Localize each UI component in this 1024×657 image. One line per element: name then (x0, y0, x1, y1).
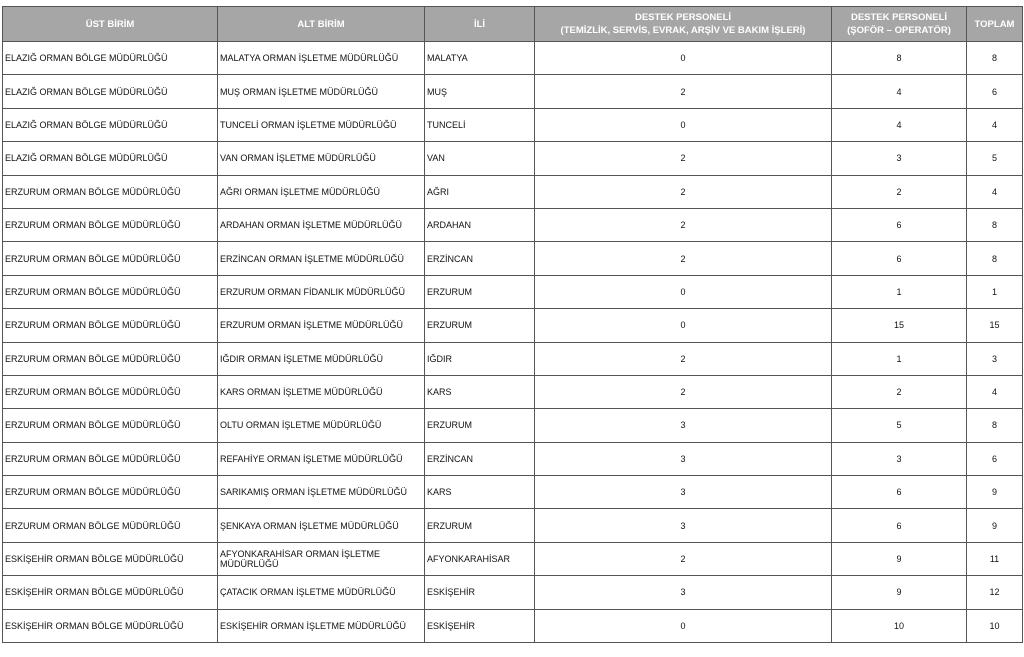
cell-ust-birim: ELAZIĞ ORMAN BÖLGE MÜDÜRLÜĞÜ (3, 75, 218, 108)
cell-destek-temizlik: 3 (535, 509, 832, 542)
cell-toplam: 6 (967, 442, 1023, 475)
header-ili: İLİ (425, 7, 535, 42)
cell-alt-birim: KARS ORMAN İŞLETME MÜDÜRLÜĞÜ (218, 375, 425, 408)
header-alt-birim: ALT BİRİM (218, 7, 425, 42)
cell-alt-birim: OLTU ORMAN İŞLETME MÜDÜRLÜĞÜ (218, 409, 425, 442)
cell-ust-birim: ERZURUM ORMAN BÖLGE MÜDÜRLÜĞÜ (3, 476, 218, 509)
cell-destek-temizlik: 3 (535, 409, 832, 442)
cell-destek-sofor: 1 (832, 342, 967, 375)
table-row (3, 375, 1023, 408)
cell-ili: VAN (425, 142, 535, 175)
cell-toplam: 8 (967, 242, 1023, 275)
table-row (3, 442, 1023, 475)
cell-ust-birim: ELAZIĞ ORMAN BÖLGE MÜDÜRLÜĞÜ (3, 42, 218, 75)
cell-toplam: 8 (967, 208, 1023, 241)
table-row (3, 142, 1023, 175)
table-row (3, 309, 1023, 342)
cell-alt-birim: TUNCELİ ORMAN İŞLETME MÜDÜRLÜĞÜ (218, 108, 425, 141)
cell-ili: ERZURUM (425, 409, 535, 442)
cell-ili: MALATYA (425, 42, 535, 75)
cell-toplam: 1 (967, 275, 1023, 308)
cell-toplam: 12 (967, 576, 1023, 609)
cell-destek-sofor: 15 (832, 309, 967, 342)
cell-destek-temizlik: 0 (535, 609, 832, 642)
cell-ust-birim: ERZURUM ORMAN BÖLGE MÜDÜRLÜĞÜ (3, 442, 218, 475)
header-ust-birim: ÜST BİRİM (3, 7, 218, 42)
cell-destek-temizlik: 0 (535, 309, 832, 342)
table-row (3, 108, 1023, 141)
cell-ili: ARDAHAN (425, 208, 535, 241)
cell-ust-birim: ESKİŞEHİR ORMAN BÖLGE MÜDÜRLÜĞÜ (3, 609, 218, 642)
cell-ust-birim: ERZURUM ORMAN BÖLGE MÜDÜRLÜĞÜ (3, 509, 218, 542)
cell-ili: ESKİŞEHİR (425, 576, 535, 609)
cell-alt-birim: ERZİNCAN ORMAN İŞLETME MÜDÜRLÜĞÜ (218, 242, 425, 275)
cell-destek-sofor: 1 (832, 275, 967, 308)
cell-alt-birim: IĞDIR ORMAN İŞLETME MÜDÜRLÜĞÜ (218, 342, 425, 375)
cell-destek-sofor: 3 (832, 442, 967, 475)
table-row (3, 75, 1023, 108)
cell-alt-birim: ŞENKAYA ORMAN İŞLETME MÜDÜRLÜĞÜ (218, 509, 425, 542)
table-row (3, 275, 1023, 308)
header-destek-temizlik: DESTEK PERSONELİ (TEMİZLİK, SERVİS, EVRAK, ARŞİV VE BAKIM İŞLERİ) (535, 7, 832, 42)
cell-alt-birim: AĞRI ORMAN İŞLETME MÜDÜRLÜĞÜ (218, 175, 425, 208)
cell-toplam: 8 (967, 409, 1023, 442)
cell-toplam: 15 (967, 309, 1023, 342)
cell-destek-sofor: 10 (832, 609, 967, 642)
cell-ili: AFYONKARAHİSAR (425, 542, 535, 575)
cell-ili: TUNCELİ (425, 108, 535, 141)
cell-alt-birim: ERZURUM ORMAN FİDANLIK MÜDÜRLÜĞÜ (218, 275, 425, 308)
cell-ust-birim: ELAZIĞ ORMAN BÖLGE MÜDÜRLÜĞÜ (3, 108, 218, 141)
cell-toplam: 4 (967, 375, 1023, 408)
cell-toplam: 4 (967, 108, 1023, 141)
header-destek-sofor: DESTEK PERSONELİ (ŞOFÖR – OPERATÖR) (832, 7, 967, 42)
cell-ust-birim: ELAZIĞ ORMAN BÖLGE MÜDÜRLÜĞÜ (3, 142, 218, 175)
cell-ili: MUŞ (425, 75, 535, 108)
cell-alt-birim: AFYONKARAHİSAR ORMAN İŞLETME MÜDÜRLÜĞÜ (218, 542, 425, 575)
table-row (3, 42, 1023, 75)
cell-destek-temizlik: 2 (535, 142, 832, 175)
cell-toplam: 8 (967, 42, 1023, 75)
cell-ust-birim: ESKİŞEHİR ORMAN BÖLGE MÜDÜRLÜĞÜ (3, 576, 218, 609)
cell-toplam: 11 (967, 542, 1023, 575)
table-row (3, 542, 1023, 575)
cell-destek-sofor: 6 (832, 476, 967, 509)
cell-ust-birim: ERZURUM ORMAN BÖLGE MÜDÜRLÜĞÜ (3, 275, 218, 308)
cell-alt-birim: ARDAHAN ORMAN İŞLETME MÜDÜRLÜĞÜ (218, 208, 425, 241)
cell-ili: KARS (425, 476, 535, 509)
cell-ust-birim: ERZURUM ORMAN BÖLGE MÜDÜRLÜĞÜ (3, 242, 218, 275)
cell-toplam: 9 (967, 509, 1023, 542)
table-row (3, 342, 1023, 375)
cell-alt-birim: VAN ORMAN İŞLETME MÜDÜRLÜĞÜ (218, 142, 425, 175)
cell-ili: IĞDIR (425, 342, 535, 375)
cell-toplam: 9 (967, 476, 1023, 509)
cell-alt-birim: MALATYA ORMAN İŞLETME MÜDÜRLÜĞÜ (218, 42, 425, 75)
table-row (3, 242, 1023, 275)
table-row (3, 409, 1023, 442)
cell-destek-sofor: 8 (832, 42, 967, 75)
cell-destek-temizlik: 3 (535, 476, 832, 509)
cell-ili: ERZURUM (425, 275, 535, 308)
cell-ust-birim: ERZURUM ORMAN BÖLGE MÜDÜRLÜĞÜ (3, 309, 218, 342)
cell-toplam: 4 (967, 175, 1023, 208)
cell-ust-birim: ESKİŞEHİR ORMAN BÖLGE MÜDÜRLÜĞÜ (3, 542, 218, 575)
cell-destek-temizlik: 2 (535, 342, 832, 375)
cell-destek-sofor: 9 (832, 542, 967, 575)
cell-alt-birim: MUŞ ORMAN İŞLETME MÜDÜRLÜĞÜ (218, 75, 425, 108)
cell-destek-sofor: 4 (832, 75, 967, 108)
cell-ili: KARS (425, 375, 535, 408)
cell-ust-birim: ERZURUM ORMAN BÖLGE MÜDÜRLÜĞÜ (3, 409, 218, 442)
cell-destek-temizlik: 2 (535, 208, 832, 241)
cell-destek-sofor: 6 (832, 242, 967, 275)
cell-ust-birim: ERZURUM ORMAN BÖLGE MÜDÜRLÜĞÜ (3, 342, 218, 375)
cell-destek-sofor: 5 (832, 409, 967, 442)
cell-destek-temizlik: 2 (535, 175, 832, 208)
header-row (3, 7, 1023, 42)
cell-destek-temizlik: 2 (535, 75, 832, 108)
cell-alt-birim: ÇATACIK ORMAN İŞLETME MÜDÜRLÜĞÜ (218, 576, 425, 609)
cell-alt-birim: ERZURUM ORMAN İŞLETME MÜDÜRLÜĞÜ (218, 309, 425, 342)
cell-toplam: 5 (967, 142, 1023, 175)
cell-destek-temizlik: 0 (535, 42, 832, 75)
table-row (3, 576, 1023, 609)
cell-destek-temizlik: 3 (535, 576, 832, 609)
cell-destek-temizlik: 3 (535, 442, 832, 475)
table-row (3, 175, 1023, 208)
table-row (3, 476, 1023, 509)
table-row (3, 609, 1023, 642)
cell-destek-sofor: 2 (832, 375, 967, 408)
cell-alt-birim: SARIKAMIŞ ORMAN İŞLETME MÜDÜRLÜĞÜ (218, 476, 425, 509)
table-row (3, 208, 1023, 241)
header-toplam: TOPLAM (967, 7, 1023, 42)
cell-destek-sofor: 6 (832, 208, 967, 241)
cell-destek-temizlik: 2 (535, 375, 832, 408)
cell-toplam: 3 (967, 342, 1023, 375)
cell-destek-sofor: 2 (832, 175, 967, 208)
cell-ust-birim: ERZURUM ORMAN BÖLGE MÜDÜRLÜĞÜ (3, 375, 218, 408)
cell-destek-sofor: 6 (832, 509, 967, 542)
cell-ust-birim: ERZURUM ORMAN BÖLGE MÜDÜRLÜĞÜ (3, 208, 218, 241)
cell-ust-birim: ERZURUM ORMAN BÖLGE MÜDÜRLÜĞÜ (3, 175, 218, 208)
cell-destek-temizlik: 0 (535, 275, 832, 308)
cell-ili: ERZİNCAN (425, 442, 535, 475)
cell-destek-sofor: 9 (832, 576, 967, 609)
cell-ili: ERZURUM (425, 309, 535, 342)
cell-ili: ERZURUM (425, 509, 535, 542)
cell-alt-birim: ESKİŞEHİR ORMAN İŞLETME MÜDÜRLÜĞÜ (218, 609, 425, 642)
cell-destek-sofor: 4 (832, 108, 967, 141)
cell-ili: AĞRI (425, 175, 535, 208)
cell-destek-temizlik: 2 (535, 242, 832, 275)
cell-destek-temizlik: 2 (535, 542, 832, 575)
cell-toplam: 10 (967, 609, 1023, 642)
cell-toplam: 6 (967, 75, 1023, 108)
table-row (3, 509, 1023, 542)
cell-destek-sofor: 3 (832, 142, 967, 175)
cell-destek-temizlik: 0 (535, 108, 832, 141)
cell-alt-birim: REFAHİYE ORMAN İŞLETME MÜDÜRLÜĞÜ (218, 442, 425, 475)
cell-ili: ESKİŞEHİR (425, 609, 535, 642)
cell-ili: ERZİNCAN (425, 242, 535, 275)
personnel-table (2, 6, 1023, 643)
